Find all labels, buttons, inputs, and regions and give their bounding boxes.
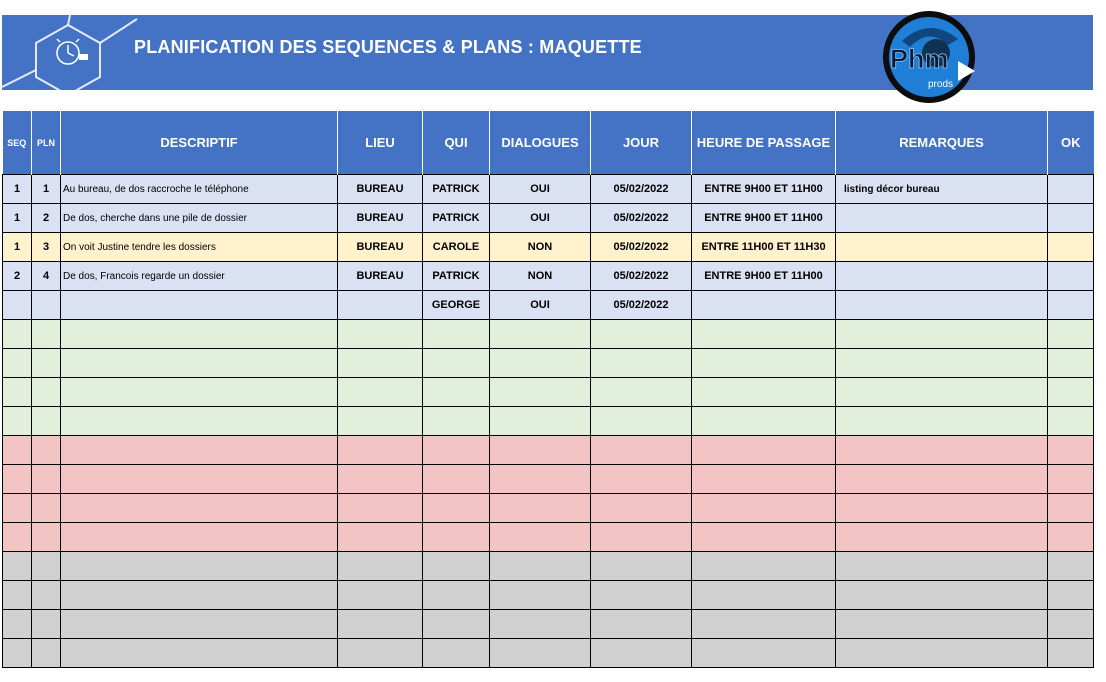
cell-seq[interactable]: 1 xyxy=(3,175,32,204)
page-title: PLANIFICATION DES SEQUENCES & PLANS : MAQUETTE xyxy=(134,37,642,57)
cell-qui[interactable]: PATRICK xyxy=(423,204,490,233)
cell-jour[interactable] xyxy=(591,523,692,552)
col-header-remarques[interactable]: REMARQUES xyxy=(836,111,1048,175)
cell-seq[interactable]: 1 xyxy=(3,233,32,262)
empty-row xyxy=(3,378,1094,407)
cell-jour[interactable] xyxy=(591,436,692,465)
cell-lieu[interactable] xyxy=(338,436,423,465)
empty-rows xyxy=(3,320,1094,668)
empty-row xyxy=(3,465,1094,494)
cell-ok[interactable] xyxy=(1048,639,1094,668)
cell-heure[interactable] xyxy=(692,436,836,465)
cell-ok[interactable] xyxy=(1048,436,1094,465)
cell-lieu[interactable] xyxy=(338,320,423,349)
col-header-ok[interactable]: OK xyxy=(1048,111,1094,175)
cell-seq[interactable] xyxy=(3,291,32,320)
cell-seq[interactable]: 2 xyxy=(3,262,32,291)
cell-seq[interactable] xyxy=(3,581,32,610)
cell-remarques[interactable] xyxy=(836,233,1048,262)
cell-remarques[interactable] xyxy=(836,581,1048,610)
table-row xyxy=(3,262,1094,291)
col-header-heure[interactable]: HEURE DE PASSAGE xyxy=(692,111,836,175)
cell-jour[interactable]: 05/02/2022 xyxy=(591,175,692,204)
col-header-pln[interactable]: PLN xyxy=(32,111,61,175)
table-row xyxy=(3,233,1094,262)
cell-remarques[interactable] xyxy=(836,552,1048,581)
cell-seq[interactable] xyxy=(3,378,32,407)
cell-descriptif[interactable] xyxy=(61,639,338,668)
empty-row xyxy=(3,581,1094,610)
cell-remarques[interactable] xyxy=(836,494,1048,523)
cell-remarques[interactable] xyxy=(836,436,1048,465)
cell-remarques[interactable] xyxy=(836,407,1048,436)
cell-heure[interactable] xyxy=(692,610,836,639)
cell-heure[interactable]: ENTRE 9H00 ET 11H00 xyxy=(692,262,836,291)
cell-qui[interactable] xyxy=(423,407,490,436)
cell-heure[interactable] xyxy=(692,320,836,349)
svg-text:prods: prods xyxy=(928,79,954,90)
cell-lieu[interactable]: BUREAU xyxy=(338,175,423,204)
cell-dialogues[interactable] xyxy=(490,407,591,436)
cell-qui[interactable]: PATRICK xyxy=(423,175,490,204)
cell-dialogues[interactable] xyxy=(490,552,591,581)
cell-pln[interactable] xyxy=(32,378,61,407)
cell-pln[interactable] xyxy=(32,291,61,320)
cell-ok[interactable] xyxy=(1048,552,1094,581)
cell-heure[interactable] xyxy=(692,552,836,581)
cell-descriptif[interactable]: De dos, cherche dans une pile de dossier xyxy=(61,204,338,233)
cell-remarques[interactable] xyxy=(836,523,1048,552)
cell-ok[interactable] xyxy=(1048,378,1094,407)
cell-descriptif[interactable] xyxy=(61,581,338,610)
cell-descriptif[interactable] xyxy=(61,494,338,523)
cell-qui[interactable] xyxy=(423,552,490,581)
cell-descriptif[interactable] xyxy=(61,291,338,320)
cell-remarques[interactable] xyxy=(836,378,1048,407)
svg-text:Phm: Phm xyxy=(890,44,949,74)
cell-seq[interactable] xyxy=(3,494,32,523)
cell-dialogues[interactable] xyxy=(490,610,591,639)
cell-dialogues[interactable] xyxy=(490,349,591,378)
cell-heure[interactable] xyxy=(692,639,836,668)
cell-dialogues[interactable] xyxy=(490,320,591,349)
cell-seq[interactable] xyxy=(3,349,32,378)
cell-pln[interactable] xyxy=(32,639,61,668)
cell-heure[interactable] xyxy=(692,465,836,494)
cell-seq[interactable] xyxy=(3,552,32,581)
cell-pln[interactable] xyxy=(32,407,61,436)
cell-heure[interactable]: ENTRE 9H00 ET 11H00 xyxy=(692,204,836,233)
table-row xyxy=(3,175,1094,204)
cell-remarques[interactable] xyxy=(836,291,1048,320)
cell-ok[interactable] xyxy=(1048,494,1094,523)
empty-row xyxy=(3,349,1094,378)
cell-jour[interactable] xyxy=(591,407,692,436)
cell-dialogues[interactable] xyxy=(490,378,591,407)
cell-qui[interactable] xyxy=(423,581,490,610)
cell-seq[interactable]: 1 xyxy=(3,204,32,233)
cell-remarques[interactable] xyxy=(836,465,1048,494)
cell-remarques[interactable]: listing décor bureau xyxy=(836,175,1048,204)
cell-ok[interactable] xyxy=(1048,233,1094,262)
cell-jour[interactable] xyxy=(591,378,692,407)
cell-qui[interactable] xyxy=(423,320,490,349)
cell-ok[interactable] xyxy=(1048,320,1094,349)
empty-row xyxy=(3,494,1094,523)
cell-qui[interactable] xyxy=(423,436,490,465)
cell-descriptif[interactable] xyxy=(61,610,338,639)
cell-pln[interactable] xyxy=(32,320,61,349)
cell-descriptif[interactable] xyxy=(61,552,338,581)
cell-seq[interactable] xyxy=(3,523,32,552)
cell-heure[interactable]: ENTRE 11H00 ET 11H30 xyxy=(692,233,836,262)
cell-lieu[interactable] xyxy=(338,552,423,581)
cell-descriptif[interactable]: De dos, Francois regarde un dossier xyxy=(61,262,338,291)
cell-qui[interactable] xyxy=(423,349,490,378)
cell-remarques[interactable] xyxy=(836,204,1048,233)
cell-lieu[interactable] xyxy=(338,494,423,523)
empty-row xyxy=(3,523,1094,552)
cell-qui[interactable]: CAROLE xyxy=(423,233,490,262)
cell-descriptif[interactable]: Au bureau, de dos raccroche le téléphone xyxy=(61,175,338,204)
cell-ok[interactable] xyxy=(1048,204,1094,233)
cell-heure[interactable] xyxy=(692,523,836,552)
cell-jour[interactable] xyxy=(591,552,692,581)
cell-dialogues[interactable] xyxy=(490,436,591,465)
cell-seq[interactable] xyxy=(3,320,32,349)
cell-pln[interactable]: 3 xyxy=(32,233,61,262)
cell-lieu[interactable] xyxy=(338,349,423,378)
col-header-lieu[interactable]: LIEU xyxy=(338,111,423,175)
cell-jour[interactable] xyxy=(591,349,692,378)
cell-jour[interactable]: 05/02/2022 xyxy=(591,291,692,320)
phm-prods-logo xyxy=(878,11,982,103)
cell-ok[interactable] xyxy=(1048,610,1094,639)
cell-qui[interactable] xyxy=(423,610,490,639)
cell-pln[interactable]: 4 xyxy=(32,262,61,291)
cell-qui[interactable]: GEORGE xyxy=(423,291,490,320)
empty-row xyxy=(3,436,1094,465)
cell-jour[interactable] xyxy=(591,610,692,639)
cell-ok[interactable] xyxy=(1048,465,1094,494)
cell-seq[interactable] xyxy=(3,639,32,668)
cell-pln[interactable]: 2 xyxy=(32,204,61,233)
col-header-qui[interactable]: QUI xyxy=(423,111,490,175)
cell-jour[interactable]: 05/02/2022 xyxy=(591,262,692,291)
cell-qui[interactable] xyxy=(423,378,490,407)
table-header-row xyxy=(3,111,1094,175)
cell-qui[interactable]: PATRICK xyxy=(423,262,490,291)
cell-descriptif[interactable] xyxy=(61,465,338,494)
cell-dialogues[interactable] xyxy=(490,523,591,552)
cell-lieu[interactable]: BUREAU xyxy=(338,204,423,233)
cell-remarques[interactable] xyxy=(836,349,1048,378)
cell-heure[interactable] xyxy=(692,494,836,523)
cell-qui[interactable] xyxy=(423,465,490,494)
cell-dialogues[interactable] xyxy=(490,581,591,610)
cell-pln[interactable] xyxy=(32,465,61,494)
cell-lieu[interactable] xyxy=(338,639,423,668)
empty-row xyxy=(3,407,1094,436)
cell-heure[interactable]: ENTRE 9H00 ET 11H00 xyxy=(692,175,836,204)
cell-dialogues[interactable]: NON xyxy=(490,262,591,291)
table-row xyxy=(3,204,1094,233)
cell-dialogues[interactable] xyxy=(490,494,591,523)
cell-pln[interactable] xyxy=(32,436,61,465)
cell-jour[interactable] xyxy=(591,320,692,349)
col-header-jour[interactable]: JOUR xyxy=(591,111,692,175)
cell-jour[interactable] xyxy=(591,494,692,523)
cell-dialogues[interactable] xyxy=(490,639,591,668)
empty-row xyxy=(3,320,1094,349)
cell-lieu[interactable] xyxy=(338,610,423,639)
cell-heure[interactable] xyxy=(692,291,836,320)
cell-dialogues[interactable]: NON xyxy=(490,233,591,262)
cell-descriptif[interactable] xyxy=(61,436,338,465)
cell-dialogues[interactable]: OUI xyxy=(490,204,591,233)
hexagon-clock-icon xyxy=(2,15,152,90)
cell-pln[interactable] xyxy=(32,523,61,552)
cell-ok[interactable] xyxy=(1048,523,1094,552)
cell-heure[interactable] xyxy=(692,581,836,610)
cell-pln[interactable] xyxy=(32,349,61,378)
cell-pln[interactable] xyxy=(32,494,61,523)
cell-ok[interactable] xyxy=(1048,291,1094,320)
cell-remarques[interactable] xyxy=(836,262,1048,291)
cell-pln[interactable] xyxy=(32,552,61,581)
table-row xyxy=(3,291,1094,320)
cell-descriptif[interactable] xyxy=(61,349,338,378)
cell-heure[interactable] xyxy=(692,407,836,436)
empty-row xyxy=(3,610,1094,639)
cell-seq[interactable] xyxy=(3,407,32,436)
cell-descriptif[interactable] xyxy=(61,523,338,552)
cell-lieu[interactable] xyxy=(338,407,423,436)
cell-jour[interactable] xyxy=(591,639,692,668)
cell-lieu[interactable]: BUREAU xyxy=(338,262,423,291)
cell-remarques[interactable] xyxy=(836,639,1048,668)
empty-row xyxy=(3,639,1094,668)
cell-descriptif[interactable]: On voit Justine tendre les dossiers xyxy=(61,233,338,262)
cell-jour[interactable]: 05/02/2022 xyxy=(591,204,692,233)
cell-ok[interactable] xyxy=(1048,581,1094,610)
cell-jour[interactable]: 05/02/2022 xyxy=(591,233,692,262)
cell-remarques[interactable] xyxy=(836,320,1048,349)
cell-ok[interactable] xyxy=(1048,349,1094,378)
cell-remarques[interactable] xyxy=(836,610,1048,639)
cell-qui[interactable] xyxy=(423,639,490,668)
cell-dialogues[interactable]: OUI xyxy=(490,291,591,320)
cell-ok[interactable] xyxy=(1048,407,1094,436)
empty-row xyxy=(3,552,1094,581)
col-header-seq[interactable]: SEQ xyxy=(3,111,32,175)
cell-pln[interactable] xyxy=(32,581,61,610)
cell-jour[interactable] xyxy=(591,581,692,610)
cell-lieu[interactable]: BUREAU xyxy=(338,233,423,262)
cell-pln[interactable]: 1 xyxy=(32,175,61,204)
cell-seq[interactable] xyxy=(3,610,32,639)
cell-lieu[interactable] xyxy=(338,465,423,494)
cell-descriptif[interactable] xyxy=(61,378,338,407)
cell-lieu[interactable] xyxy=(338,378,423,407)
cell-pln[interactable] xyxy=(32,610,61,639)
cell-ok[interactable] xyxy=(1048,262,1094,291)
cell-ok[interactable] xyxy=(1048,175,1094,204)
cell-dialogues[interactable] xyxy=(490,465,591,494)
cell-descriptif[interactable] xyxy=(61,407,338,436)
cell-seq[interactable] xyxy=(3,436,32,465)
cell-lieu[interactable] xyxy=(338,581,423,610)
cell-lieu[interactable] xyxy=(338,291,423,320)
cell-seq[interactable] xyxy=(3,465,32,494)
cell-descriptif[interactable] xyxy=(61,320,338,349)
planning-table xyxy=(2,111,1094,668)
cell-jour[interactable] xyxy=(591,465,692,494)
cell-qui[interactable] xyxy=(423,494,490,523)
col-header-dialogues[interactable]: DIALOGUES xyxy=(490,111,591,175)
cell-heure[interactable] xyxy=(692,378,836,407)
cell-heure[interactable] xyxy=(692,349,836,378)
col-header-descriptif[interactable]: DESCRIPTIF xyxy=(61,111,338,175)
cell-lieu[interactable] xyxy=(338,523,423,552)
cell-dialogues[interactable]: OUI xyxy=(490,175,591,204)
cell-qui[interactable] xyxy=(423,523,490,552)
